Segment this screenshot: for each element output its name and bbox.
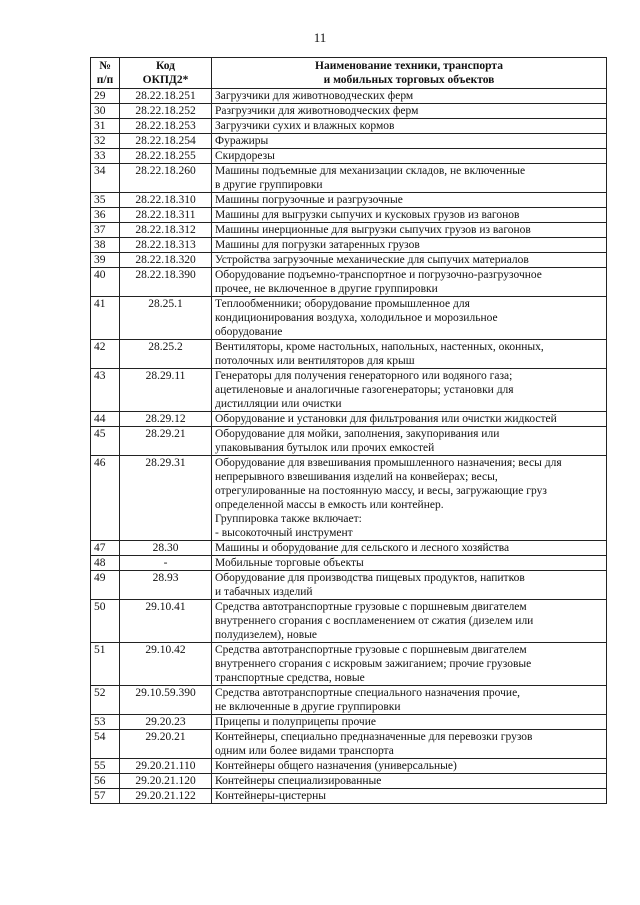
table-row [91,427,607,456]
row-name: Контейнеры-цистерны [212,789,607,804]
row-number: 52 [91,686,120,715]
row-number: 50 [91,600,120,643]
row-code: 29.20.21 [120,730,212,759]
row-name: Контейнеры специализированные [212,774,607,789]
row-number: 55 [91,759,120,774]
row-name: Устройства загрузочные механические для сыпучих материалов [212,253,607,268]
row-name: Загрузчики для животноводческих ферм [212,89,607,104]
table-row [91,600,607,643]
row-number: 56 [91,774,120,789]
row-name: Оборудование для производства пищевых продуктов, напитков и табачных изделий [212,571,607,600]
header-name: Наименование техники, транспорта и мобильных торговых объектов [212,58,607,89]
row-code: 28.22.18.390 [120,268,212,297]
table-row [91,340,607,369]
row-number: 44 [91,412,120,427]
row-name: Машины подъемные для механизации складов, не включенные в другие группировки [212,164,607,193]
page-number: 11 [313,30,327,45]
row-name: Средства автотранспортные грузовые с поршневым двигателем внутреннего сгорания с воспламенением от сжатия (дизелем или полудизелем), новые [212,600,607,643]
row-number: 54 [91,730,120,759]
row-name: Машины погрузочные и разгрузочные [212,193,607,208]
row-number: 39 [91,253,120,268]
row-name: Контейнеры общего назначения (универсальные) [212,759,607,774]
row-name: Машины для погрузки затаренных грузов [212,238,607,253]
row-name: Машины для выгрузки сыпучих и кусковых грузов из вагонов [212,208,607,223]
row-code: 28.25.2 [120,340,212,369]
header-code: Код ОКПД2* [120,58,212,89]
row-code: 28.29.31 [120,456,212,541]
row-code: 29.10.59.390 [120,686,212,715]
row-number: 29 [91,89,120,104]
table-row [91,456,607,541]
row-number: 45 [91,427,120,456]
row-code: 28.22.18.320 [120,253,212,268]
row-name: Прицепы и полуприцепы прочие [212,715,607,730]
row-code: 28.22.18.313 [120,238,212,253]
row-number: 42 [91,340,120,369]
table-row [91,89,607,104]
row-number: 49 [91,571,120,600]
row-number: 34 [91,164,120,193]
table-row [91,223,607,238]
row-name: Генераторы для получения генераторного или водяного газа; ацетиленовые и аналогичные газогенераторы; установки для дистилляции или очистки [212,369,607,412]
row-number: 41 [91,297,120,340]
row-code: 28.29.12 [120,412,212,427]
row-code: 28.29.21 [120,427,212,456]
table-row [91,134,607,149]
row-number: 38 [91,238,120,253]
table-row [91,715,607,730]
header-row [91,58,607,89]
table-row [91,571,607,600]
row-name: Машины и оборудование для сельского и лесного хозяйства [212,541,607,556]
row-code: 29.20.21.122 [120,789,212,804]
table-row [91,730,607,759]
table-row [91,238,607,253]
row-number: 31 [91,119,120,134]
row-name: Оборудование и установки для фильтрования или очистки жидкостей [212,412,607,427]
okpd-equipment-table [90,57,607,804]
table-row [91,297,607,340]
table-row [91,119,607,134]
row-code: 28.22.18.312 [120,223,212,238]
row-code: 28.22.18.311 [120,208,212,223]
row-code: 28.22.18.251 [120,89,212,104]
table-row [91,369,607,412]
row-code: 28.22.18.310 [120,193,212,208]
table-row [91,208,607,223]
row-code: 28.22.18.260 [120,164,212,193]
row-code: - [120,556,212,571]
row-number: 48 [91,556,120,571]
table-row [91,104,607,119]
row-number: 47 [91,541,120,556]
table-row [91,541,607,556]
row-code: 28.93 [120,571,212,600]
row-number: 37 [91,223,120,238]
row-code: 28.30 [120,541,212,556]
table-row [91,556,607,571]
row-name: Теплообменники; оборудование промышленное для кондиционирования воздуха, холодильное и морозильное оборудование [212,297,607,340]
row-name: Средства автотранспортные грузовые с поршневым двигателем внутреннего сгорания с искровым зажиганием; прочие грузовые транспортные средства, новые [212,643,607,686]
row-code: 29.20.23 [120,715,212,730]
row-name: Разгрузчики для животноводческих ферм [212,104,607,119]
header-number: № п/п [91,58,120,89]
row-number: 36 [91,208,120,223]
table-row [91,149,607,164]
row-number: 51 [91,643,120,686]
table-row [91,412,607,427]
row-code: 28.22.18.255 [120,149,212,164]
table-row [91,774,607,789]
row-code: 29.10.41 [120,600,212,643]
table-body [91,89,607,804]
row-name: Мобильные торговые объекты [212,556,607,571]
table-row [91,686,607,715]
row-name: Скирдорезы [212,149,607,164]
table-row [91,193,607,208]
row-number: 40 [91,268,120,297]
row-number: 32 [91,134,120,149]
row-number: 46 [91,456,120,541]
row-number: 33 [91,149,120,164]
table-row [91,759,607,774]
table-row [91,164,607,193]
row-number: 57 [91,789,120,804]
row-code: 28.22.18.254 [120,134,212,149]
row-name: Загрузчики сухих и влажных кормов [212,119,607,134]
row-name: Оборудование подъемно-транспортное и погрузочно-разгрузочное прочее, не включенное в другие группировки [212,268,607,297]
row-name: Контейнеры, специально предназначенные для перевозки грузов одним или более видами транспорта [212,730,607,759]
row-name: Машины инерционные для выгрузки сыпучих грузов из вагонов [212,223,607,238]
row-number: 35 [91,193,120,208]
table-row [91,268,607,297]
row-code: 28.29.11 [120,369,212,412]
row-code: 28.22.18.253 [120,119,212,134]
row-name: Вентиляторы, кроме настольных, напольных, настенных, оконных, потолочных или вентиляторов для крыш [212,340,607,369]
row-code: 28.25.1 [120,297,212,340]
table-row [91,643,607,686]
row-name: Фуражиры [212,134,607,149]
row-name: Оборудование для мойки, заполнения, закупоривания или упаковывания бутылок или прочих емкостей [212,427,607,456]
row-code: 29.20.21.110 [120,759,212,774]
row-code: 28.22.18.252 [120,104,212,119]
table-header [91,58,607,89]
row-name: Оборудование для взвешивания промышленного назначения; весы для непрерывного взвешивания изделий на конвейерах; весы, отрегулированные на постоянную массу, и весы, загружающие груз определенной массы в емкость или контейнер. Группировка также включает: - высокоточный инструмент [212,456,607,541]
row-code: 29.20.21.120 [120,774,212,789]
row-number: 53 [91,715,120,730]
table-row [91,253,607,268]
row-name: Средства автотранспортные специального назначения прочие, не включенные в другие группировки [212,686,607,715]
row-number: 43 [91,369,120,412]
table-row [91,789,607,804]
row-number: 30 [91,104,120,119]
row-code: 29.10.42 [120,643,212,686]
